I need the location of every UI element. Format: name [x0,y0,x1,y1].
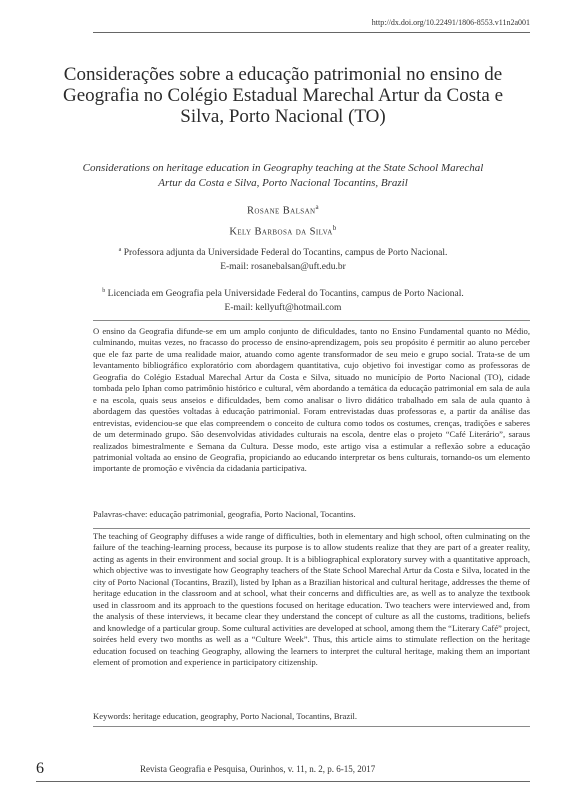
divider [93,528,530,529]
footer-divider [36,781,530,782]
affiliation-a [0,243,566,274]
journal-citation: Revista Geografia e Pesquisa, Ourinhos, v. 11, n. 2, p. 6-15, 2017 [140,764,376,774]
article-subtitle: Considerations on heritage education in Geography teaching at the State School Marechal Artur da Costa e Silva, Porto Nacional Tocantins, Brazil [82,162,484,189]
doi-link[interactable]: http://dx.doi.org/10.22491/1806-8553.v11n2a001 [371,18,530,27]
author-1 [0,199,566,220]
affiliation-text: Professora adjunta da Universidade Federal do Tocantins, campus de Porto Nacional. [123,248,448,259]
author-list [0,199,566,240]
affiliation-mark: b [102,288,106,294]
abstract-portuguese: O ensino da Geografia difunde-se em um amplo conjunto de dificuldades, tanto no Ensino Fundamental quanto no Médio, culminando, muitas vezes, no fracasso do processo de ensino-aprendizagem, pois seu propósito é permitir ao aluno perceber que ele faz parte de uma realidade maior, atuando como agente transformador de seu meio e grupo social. Trata-se de um levantamento bibliográfico exploratório com abordagem quantitativa, cujo objetivo foi investigar como as professoras de Geografia do Colégio Estadual Marechal Artur da Costa e Silva, situado no município de Porto Nacional (TO), cidade tombada pelo Iphan como patrimônio histórico e cultural, vêm abordando a temática da educação patrimonial em sala de aula e na escola, quais seus anseios e dificuldades, bem como analisar o livro didático trabalhado em sala de aula quanto à abordagem das questões voltadas à educação patrimonial. Foram entrevistadas duas professoras e, a partir da análise das entrevistas, evidenciou-se que elas compreendem o conceito de cultura como todos os costumes, crenças, tradições e saberes de um determinado grupo. São desenvolvidas atividades culturais na escola, dentre elas o projeto “Café Literário”, saraus realizados bimestralmente e Semana da Cultura. Desse modo, este artigo visa a estimular a reflexão sobre a educação patrimonial voltada ao ensino de Geografia, propiciando ao educando interpretar os bens culturais, tornando-os um elemento importante de promoção e vivência da cidadania participativa. [93,326,530,474]
article-title: Considerações sobre a educação patrimonial no ensino de Geografia no Colégio Estadual Marechal Artur da Costa e Silva, Porto Nacional (TO) [62,64,504,127]
divider [93,320,530,321]
page-number: 6 [36,760,44,777]
keywords-english: Keywords: heritage education, geography, Porto Nacional, Tocantins, Brazil. [93,711,358,721]
divider [93,726,530,727]
author-mark: b [332,223,337,232]
author-2 [0,220,566,241]
author-name: Rosane Balsan [246,205,316,217]
affiliation-mark: a [118,247,122,253]
author-name: Kely Barbosa da Silva [229,226,333,237]
affiliation-b [0,284,566,315]
author-mark: a [315,203,320,211]
affiliation-email[interactable]: E-mail: rosanebalsan@uft.edu.br [220,262,346,273]
header-divider [93,32,530,33]
abstract-english: The teaching of Geography diffuses a wide range of difficulties, both in elementary and high school, often culminating on the failure of the teaching-learning process, because its purpose is to allow students realize that they are part of a greater reality, acting as agents in their environment and social group. It is a bibliographical exploratory survey with a quantitative approach, which objective was to investigate how Geography teachers of the State School Marechal Artur da Costa e Silva, located in the city of Porto Nacional (Tocantins, Brazil), listed by Iphan as a Brazilian historical and cultural heritage, addresses the theme of heritage education in the classroom and at school, what their concerns and difficulties are, as well as to analyze the textbook used in classroom and its approach to the questions focused on heritage education. Two teachers were interviewed and, from the analysis of these interviews, it became clear they understand the concept of culture as all the customs, traditions, beliefs and knowledge of a particular group. Some cultural activities are developed at school, among them the “Literary Café” project, soirées held every two months as well as a “Culture Week”. Thus, this article aims to stimulate reflection on the heritage education focused on teaching Geography, allowing the learners to interpret the cultural heritage, making them an important element of promotion and experience in participatory citizenship. [93,531,530,667]
affiliation-email[interactable]: E-mail: kellyuft@hotmail.com [224,303,342,314]
keywords-portuguese: Palavras-chave: educação patrimonial, geografia, Porto Nacional, Tocantins. [93,509,356,519]
affiliation-text: Licenciada em Geografia pela Universidade Federal do Tocantins, campus de Porto Nacional. [107,289,464,300]
